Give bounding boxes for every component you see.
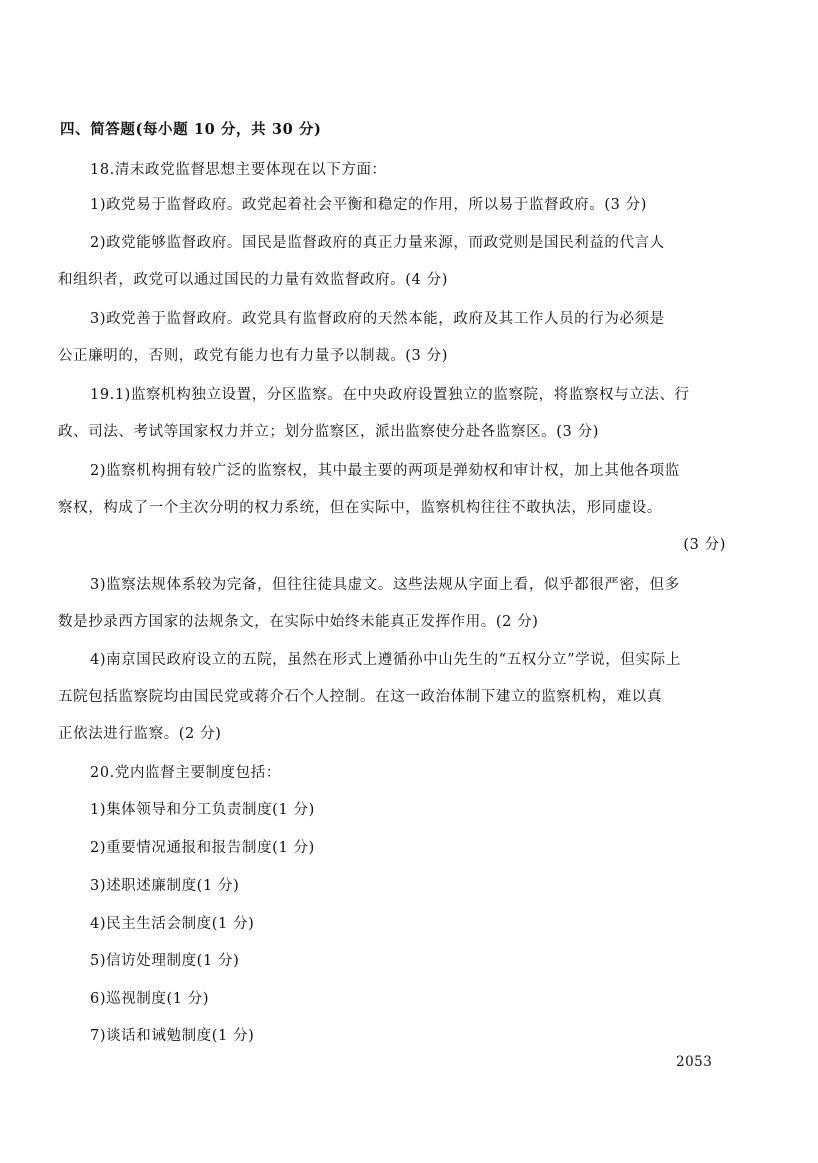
q18-point-3-line-2: 公正廉明的，否则，政党有能力也有力量予以制裁。(3 分): [58, 348, 448, 364]
section-heading: 四、简答题(每小题 10 分，共 30 分): [60, 121, 322, 138]
q20-item-7: 7)谈话和诫勉制度(1 分): [90, 1028, 255, 1044]
q20-item-4: 4)民主生活会制度(1 分): [90, 916, 255, 932]
q18-intro: 18.清末政党监督思想主要体现在以下方面：: [90, 162, 387, 178]
q19-point-2-score: (3 分): [683, 537, 726, 553]
q19-point-4-line-1: 4)南京国民政府设立的五院，虽然在形式上遵循孙中山先生的“五权分立”学说，但实际上: [90, 652, 681, 668]
q18-point-3-line-1: 3)政党善于监督政府。政党具有监督政府的天然本能，政府及其工作人员的行为必须是: [90, 311, 665, 327]
q18-point-2-line-1: 2)政党能够监督政府。国民是监督政府的真正力量来源，而政党则是国民利益的代言人: [90, 235, 665, 251]
q20-item-3: 3)述职述廉制度(1 分): [90, 878, 240, 894]
q19-point-2-line-2: 察权，构成了一个主次分明的权力系统，但在实际中，监察机构往往不敢执法，形同虚设。: [58, 500, 662, 516]
q18-point-2-line-2: 和组织者，政党可以通过国民的力量有效监督政府。(4 分): [58, 272, 448, 288]
q19-point-4-line-3: 正依法进行监察。(2 分): [58, 726, 222, 742]
q20-item-1: 1)集体领导和分工负责制度(1 分): [90, 802, 315, 818]
q18-point-1: 1)政党易于监督政府。政党起着社会平衡和稳定的作用，所以易于监督政府。(3 分): [90, 197, 648, 213]
q20-item-6: 6)巡视制度(1 分): [90, 991, 210, 1007]
q19-point-1-line-2: 政、司法、考试等国家权力并立；划分监察区，派出监察使分赴各监察区。(3 分): [58, 424, 599, 440]
q19-point-3-line-2: 数是抄录西方国家的法规条文，在实际中始终未能真正发挥作用。(2 分): [58, 614, 539, 630]
page-number: 2053: [676, 1054, 713, 1070]
q20-item-2: 2)重要情况通报和报告制度(1 分): [90, 840, 315, 856]
q19-point-4-line-2: 五院包括监察院均由国民党或蒋介石个人控制。在这一政治体制下建立的监察机构，难以真: [58, 689, 662, 705]
q20-intro: 20.党内监督主要制度包括：: [90, 765, 281, 781]
q19-point-1-line-1: 19.1)监察机构独立设置，分区监察。在中央政府设置独立的监察院，将监察权与立法、行: [90, 387, 690, 403]
q19-point-2-line-1: 2)监察机构拥有较广泛的监察权，其中最主要的两项是弹劾权和审计权，加上其他各项监: [90, 463, 680, 479]
q19-point-3-line-1: 3)监察法规体系较为完备，但往往徒具虚文。这些法规从字面上看，似乎都很严密，但多: [90, 577, 680, 593]
q20-item-5: 5)信访处理制度(1 分): [90, 953, 240, 969]
